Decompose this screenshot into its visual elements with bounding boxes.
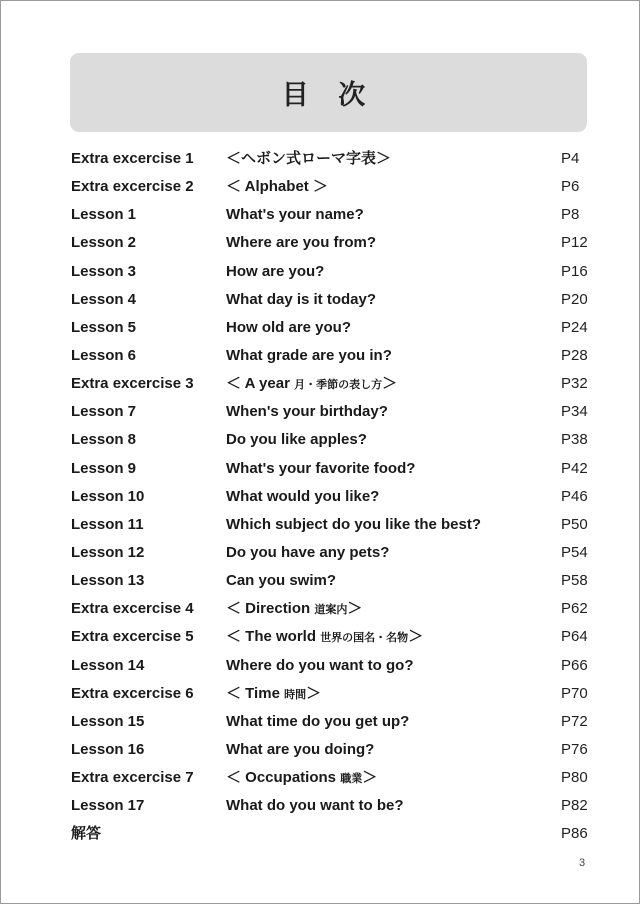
toc-entry xyxy=(71,173,591,201)
toc-title-main: Which subject do you like the best? xyxy=(226,515,482,533)
toc-lesson-label: Lesson 7 xyxy=(71,403,137,421)
toc-page-number: P6 xyxy=(561,178,580,196)
toc-lesson-title xyxy=(226,314,351,342)
toc-title-main: ＜ Alphabet ＞ xyxy=(226,178,328,196)
toc-entry xyxy=(71,792,591,820)
toc-title-main: Do you like apples? xyxy=(226,431,367,449)
toc-lesson-label: Extra excercise 5 xyxy=(71,628,194,646)
toc-lesson-label: Lesson 9 xyxy=(71,459,137,477)
toc-entry xyxy=(71,145,591,173)
toc-title-main: What day is it today? xyxy=(226,290,377,308)
toc-entry xyxy=(71,483,591,511)
toc-lesson-title xyxy=(226,736,374,764)
toc-lesson-label: Lesson 14 xyxy=(71,656,145,674)
toc-entry xyxy=(71,342,591,370)
toc-lesson-title xyxy=(226,623,423,652)
toc-page-number: P66 xyxy=(561,656,588,674)
toc-lesson-label: Lesson 11 xyxy=(71,515,144,533)
toc-entry xyxy=(71,258,591,286)
toc-lesson-label: Lesson 8 xyxy=(71,431,137,449)
toc-title-note: 月・季節の表し方 xyxy=(294,379,383,392)
toc-lesson-label: Extra excercise 1 xyxy=(71,150,194,167)
toc-lesson-label: Extra excercise 3 xyxy=(71,375,194,393)
toc-title-main: ＜ A year xyxy=(226,375,290,393)
toc-lesson-title xyxy=(226,567,336,595)
toc-entry xyxy=(71,708,591,736)
toc-lesson-title xyxy=(226,398,388,426)
toc-page-number: P50 xyxy=(561,515,588,533)
toc-lesson-label: Lesson 3 xyxy=(71,262,137,280)
toc-lesson-title xyxy=(226,229,376,257)
toc-lesson-label: Lesson 15 xyxy=(71,712,145,730)
toc-page-number: P38 xyxy=(561,431,588,449)
toc-lesson-title xyxy=(226,708,409,736)
toc-page-number: P4 xyxy=(561,150,580,167)
toc-lesson-title xyxy=(226,511,481,539)
toc-entry xyxy=(71,764,591,792)
toc-entry xyxy=(71,286,591,314)
toc-title-main: What would you like? xyxy=(226,487,380,505)
toc-page-number: P86 xyxy=(561,825,588,843)
toc-entry xyxy=(71,398,591,426)
toc-title-main: What's your favorite food? xyxy=(226,459,416,477)
toc-entry xyxy=(71,229,591,257)
toc-lesson-title xyxy=(226,201,364,229)
toc-entry xyxy=(71,455,591,483)
toc-lesson-label: Extra excercise 7 xyxy=(71,769,194,787)
toc-lesson-label: Lesson 17 xyxy=(71,797,145,815)
toc-title-main: Do you have any pets? xyxy=(226,543,390,561)
toc-lesson-title xyxy=(226,342,392,370)
toc-title-main: What time do you get up? xyxy=(226,712,410,730)
toc-lesson-label: Lesson 6 xyxy=(71,346,137,364)
toc-title-main: What do you want to be? xyxy=(226,797,404,815)
toc-lesson-label: Extra excercise 2 xyxy=(71,178,194,196)
toc-lesson-label: Extra excercise 4 xyxy=(71,600,194,618)
toc-page-number: P34 xyxy=(561,403,588,421)
toc-title-main: Where are you from? xyxy=(226,234,377,252)
toc-lesson-title xyxy=(226,792,403,820)
toc-entry xyxy=(71,595,591,623)
toc-title-suffix: ＞ xyxy=(306,684,322,702)
toc-page-number: P80 xyxy=(561,769,588,787)
toc-lesson-title xyxy=(226,652,414,680)
toc-entry xyxy=(71,511,591,539)
toc-title-main: Can you swim? xyxy=(226,572,337,590)
toc-page-number: P76 xyxy=(561,740,588,758)
toc-page-number: P8 xyxy=(561,206,580,224)
toc-title-main: ＜ Occupations xyxy=(226,769,337,787)
toc-page-number: P64 xyxy=(561,628,588,646)
toc-title-main: How old are you? xyxy=(226,318,352,336)
title-banner xyxy=(70,53,587,132)
toc-title-main: What's your name? xyxy=(226,206,364,224)
toc-page-number: P16 xyxy=(561,262,588,280)
toc-page-number: P70 xyxy=(561,684,588,702)
toc-title-note: 時間 xyxy=(284,688,307,701)
toc-title-main: ＜ The world xyxy=(226,628,317,646)
toc-lesson-title xyxy=(226,145,391,173)
toc-lesson-title xyxy=(226,595,362,624)
toc-page-number: P28 xyxy=(561,346,588,364)
toc-title-note: 職業 xyxy=(340,773,363,786)
toc-lesson-title xyxy=(226,539,389,567)
toc-title-note: 道案内 xyxy=(314,604,348,617)
toc-lesson-title xyxy=(226,258,324,286)
toc-page-number: P24 xyxy=(561,318,588,336)
toc-title-main: Where do you want to go? xyxy=(226,656,414,674)
toc-lesson-title xyxy=(226,426,367,454)
toc-page-number: P58 xyxy=(561,572,588,590)
toc-title-main: ＜ Direction xyxy=(226,600,311,618)
page-number: 3 xyxy=(579,857,586,869)
toc-page-number: P20 xyxy=(561,290,588,308)
toc-title-suffix: ＞ xyxy=(408,628,424,646)
toc-lesson-label: Extra excercise 6 xyxy=(71,684,194,702)
toc-entry xyxy=(71,623,591,651)
toc-title-main: When's your birthday? xyxy=(226,403,388,421)
toc-lesson-label: Lesson 5 xyxy=(71,318,137,336)
toc-entry xyxy=(71,314,591,342)
toc-lesson-label: Lesson 13 xyxy=(71,572,145,590)
toc-title-main: What are you doing? xyxy=(226,740,375,758)
toc-lesson-title xyxy=(226,173,328,201)
toc-page-number: P62 xyxy=(561,600,588,618)
toc-lesson-label: Lesson 16 xyxy=(71,740,145,758)
toc-lesson-title xyxy=(226,455,415,483)
toc-entry xyxy=(71,539,591,567)
toc-lesson-label: Lesson 2 xyxy=(71,234,137,252)
toc-title-suffix: ＞ xyxy=(362,769,378,787)
toc-lesson-label: Lesson 4 xyxy=(71,290,137,308)
toc-entry xyxy=(71,820,591,848)
toc-page-number: P12 xyxy=(561,234,588,252)
toc-entry xyxy=(71,201,591,229)
toc-title-suffix: ＞ xyxy=(382,375,398,393)
toc-page-number: P82 xyxy=(561,797,588,815)
toc-page-number: P46 xyxy=(561,487,588,505)
toc-entry xyxy=(71,426,591,454)
toc-lesson-label: Lesson 10 xyxy=(71,487,145,505)
toc-page-number: P32 xyxy=(561,375,588,393)
table-of-contents xyxy=(71,145,591,849)
toc-entry xyxy=(71,652,591,680)
toc-lesson-title xyxy=(226,286,376,314)
page-title: 目 次 xyxy=(281,80,376,111)
toc-page-number: P54 xyxy=(561,543,588,561)
toc-lesson-title xyxy=(226,680,321,709)
toc-title-main: ＜ Time xyxy=(226,684,280,702)
toc-title-main: ＜ヘボン式ローマ字表＞ xyxy=(226,150,392,167)
toc-lesson-label: 解答 xyxy=(71,825,102,843)
toc-title-main: How are you? xyxy=(226,262,325,280)
toc-lesson-label: Lesson 1 xyxy=(71,206,137,224)
toc-title-main: What grade are you in? xyxy=(226,346,392,364)
toc-title-note: 世界の国名・名物 xyxy=(320,632,409,645)
toc-entry xyxy=(71,736,591,764)
toc-title-suffix: ＞ xyxy=(347,600,363,618)
toc-lesson-title xyxy=(226,483,379,511)
toc-lesson-label: Lesson 12 xyxy=(71,543,145,561)
toc-entry xyxy=(71,567,591,595)
toc-entry xyxy=(71,370,591,398)
toc-entry xyxy=(71,680,591,708)
toc-page-number: P72 xyxy=(561,712,588,730)
toc-lesson-title xyxy=(226,764,377,793)
toc-page-number: P42 xyxy=(561,459,588,477)
toc-lesson-title xyxy=(226,370,397,399)
